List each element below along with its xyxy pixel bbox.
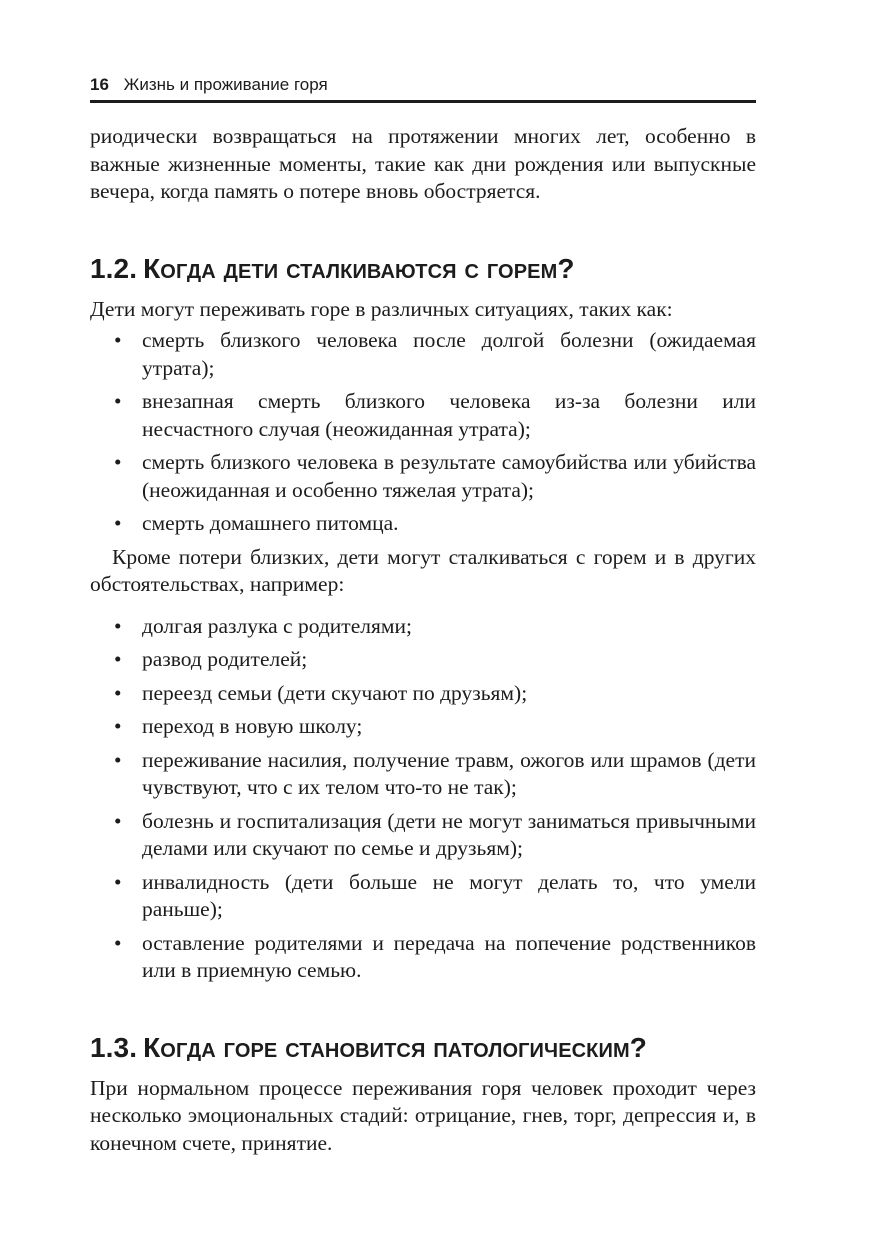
list-item: • переживание насилия, получение травм, ожогов или шрамов (дети чувствуют, что с их телом что-то не так); — [114, 747, 756, 799]
bullet-icon: • — [114, 680, 122, 705]
bullet-list-losses — [90, 327, 756, 538]
section-heading-1-2 — [90, 252, 756, 286]
list-item: • долгая разлука с родителями; — [90, 613, 756, 641]
bullet-icon: • — [114, 613, 122, 638]
bullet-icon: • — [114, 869, 122, 894]
bullet-icon: • — [114, 389, 122, 413]
list-item: • переезд семьи (дети скучают по друзьям); — [90, 680, 756, 708]
bullet-list-circumstances — [90, 613, 756, 985]
bullet-icon: • — [114, 450, 122, 474]
middle-paragraph: Кроме потери близких, дети могут сталкиваться с горем и в других обстоятельствах, например: — [90, 544, 756, 596]
bullet-icon: • — [114, 808, 122, 833]
section-title-text: Когда дети сталкиваются с горем? — [143, 252, 575, 284]
section-lead-paragraph: Дети могут переживать горе в различных ситуациях, таких как: — [90, 296, 673, 321]
bullet-icon: • — [114, 511, 122, 535]
list-item: • болезнь и госпитализация (дети не могут заниматься привычными делами или скучают по семье и друзьям); — [114, 808, 756, 860]
section-number: 1.3. — [90, 1031, 138, 1063]
list-item: • оставление родителями и передача на попечение родственников или в приемную семью. — [114, 930, 756, 982]
running-head — [90, 72, 756, 103]
section-number: 1.2. — [90, 252, 138, 284]
list-item: • внезапная смерть близкого человека из-за болезни или несчастного случая (неожиданная утрата); — [114, 389, 756, 441]
bullet-icon: • — [114, 747, 122, 772]
list-item: • смерть близкого человека в результате самоубийства или убийства (неожиданная и особенно тяжелая утрата); — [114, 450, 756, 502]
list-item: • развод родителей; — [90, 646, 756, 674]
intro-paragraph: риодически возвращаться на протяжении многих лет, особенно в важные жизненные моменты, такие как дни рождения или выпускные вечера, когда память о потере вновь обостряется. — [90, 124, 756, 203]
running-title: Жизнь и проживание горя — [123, 75, 328, 94]
list-item: • смерть домашнего питомца. — [90, 510, 756, 538]
bullet-icon: • — [114, 714, 122, 738]
bullet-icon: • — [114, 328, 122, 352]
section-1-3-paragraph: При нормальном процессе переживания горя человек проходит через несколько эмоциональных стадий: отрицание, гнев, торг, депрессия и, в конечном счете, принятие. — [90, 1075, 756, 1155]
list-item: • инвалидность (дети больше не могут делать то, что умели раньше); — [114, 869, 756, 921]
bullet-icon: • — [114, 647, 122, 671]
bullet-icon: • — [114, 930, 122, 955]
section-heading-1-3 — [90, 1031, 756, 1065]
list-item: • смерть близкого человека после долгой болезни (ожидаемая утрата); — [114, 328, 756, 380]
list-item: • переход в новую школу; — [90, 713, 756, 741]
page-number: 16 — [90, 75, 109, 94]
section-title-text: Когда горе становится патологическим? — [143, 1031, 647, 1063]
